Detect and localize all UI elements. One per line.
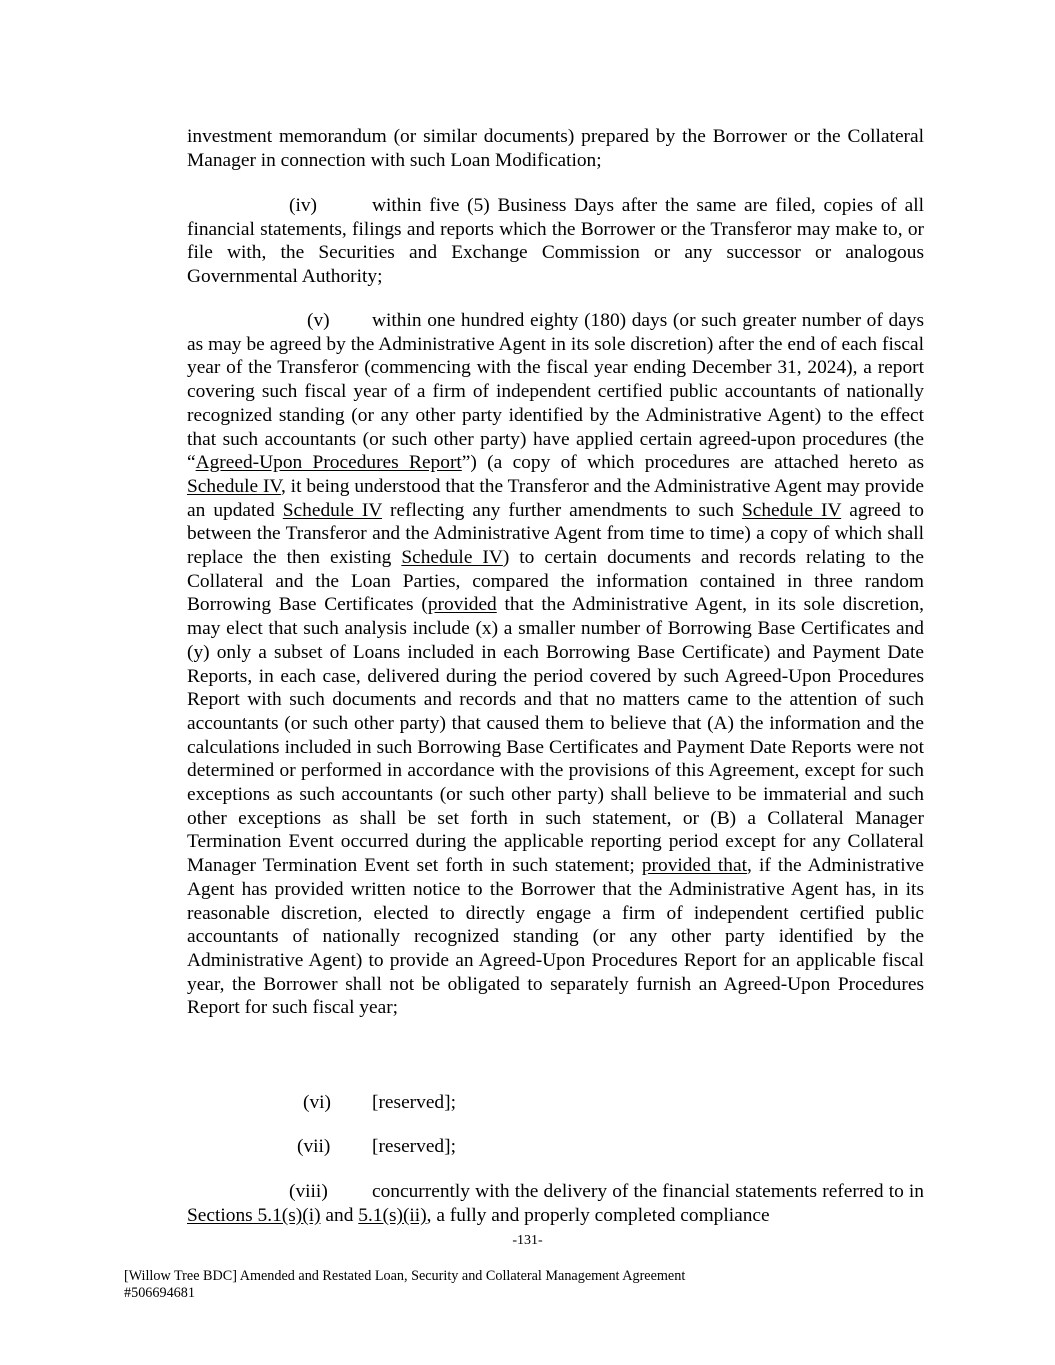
clause-number-vii: (vii) <box>297 1136 331 1157</box>
section-reference: 5.1(s)(ii) <box>358 1204 427 1226</box>
document-footer <box>124 1268 685 1302</box>
clause-text-viii-part: , a fully and properly completed compliance <box>426 1204 770 1226</box>
section-reference: Sections 5.1(s)(i) <box>187 1204 321 1226</box>
page-number: -131- <box>512 1233 543 1248</box>
clause-number-viii: (viii) <box>289 1181 328 1202</box>
footer-title: [Willow Tree BDC] Amended and Restated Loan, Security and Collateral Management Agreement <box>124 1268 686 1284</box>
clause-text-v-part: reflecting any further amendments to such <box>382 499 742 521</box>
clause-number-v: (v) <box>307 310 330 331</box>
schedule-reference: Schedule IV <box>401 547 503 569</box>
paragraph-v <box>187 309 924 1020</box>
clause-text-v-part: , it being understood that the Transferor and the Administrative Agent may provide an updated <box>187 475 924 521</box>
paragraph-viii <box>187 1180 924 1227</box>
schedule-reference: Schedule IV <box>741 499 842 521</box>
clause-text-viii-part: and <box>320 1204 359 1226</box>
clause-text-v-part: , if the Administrative Agent has provided written notice to the Borrower that the Administrative Agent has, in its reasonable discretion, elected to directly engage a firm of independent certified public accountants of nationally recognized standing (or any other party identified by the Administrative Agent) to provide an Agreed-Upon Procedures Report for an applicable fiscal year, the Borrower shall not be obligated to separately furnish an Agreed-Upon Procedures Report for such fiscal year; <box>187 855 924 1019</box>
clause-text-v-part: ”) (a copy of which procedures are attached hereto as <box>461 452 924 474</box>
paragraph-iv <box>187 194 924 289</box>
clause-text-v-part: that the Administrative Agent, in its sole discretion, may elect that such analysis include (x) a smaller number of Borrowing Base Certificates and (y) only a subset of Loans included in each Borrowing Base Certificate) and Payment Date Reports, in each case, delivered during the period covered by such Agreed-Upon Procedures Report with such documents and records and that no matters came to the attention of such accountants (or such other party) that caused them to believe that (A) the information and the calculations included in such Borrowing Base Certificates and Payment Date Reports were not determined or performed in accordance with the provisions of this Agreement, except for such exceptions as such accountants (or such other party) shall believe to be immaterial and such other exceptions as shall be set forth in such statement, or (B) a Collateral Manager Termination Event occurred during the applicable reporting period except for any Collateral Manager Termination Event set forth in such statement; <box>187 594 924 877</box>
proviso-term: provided <box>427 594 497 616</box>
footer-doc-id: #506694681 <box>124 1285 195 1301</box>
defined-term-link: Agreed-Upon Procedures Report <box>195 452 462 474</box>
proviso-term: provided that <box>641 855 747 877</box>
clause-text-iv: within five (5) Business Days after the same are filed, copies of all financial statements, filings and reports which the Borrower or the Transferor may make to, or file with, the Securities and Exchange Commission or any successor or analogous Governmental Authority; <box>187 195 924 288</box>
clause-text-v-part: within one hundred eighty (180) days (or such greater number of days as may be agreed by the Administrative Agent in its sole discretion) after the end of each fiscal year of the Transferor (commencing with the fiscal year ending December 31, 2024), a report covering such fiscal year of a firm of independent certified public accountants of nationally recognized standing (or any other party identified by the Administrative Agent) to the effect that such accountants (or such other party) have applied certain agreed-upon procedures (the “ <box>187 310 924 474</box>
clause-text-v-part: agreed to between the Transferor and the Administrative Agent from time to time) a copy of which shall replace the then existing <box>187 499 924 569</box>
clause-text-vii: [reserved]; <box>372 1136 456 1157</box>
clause-text-viii-part: concurrently with the delivery of the financial statements referred to in <box>372 1181 924 1202</box>
clause-number-iv: (iv) <box>289 195 317 216</box>
clause-text-v-part: ) to certain documents and records relating to the Collateral and the Loan Parties, compared the information contained in three random Borrowing Base Certificates ( <box>187 547 924 616</box>
paragraph-continuation: investment memorandum (or similar documents) prepared by the Borrower or the Collateral Manager in connection with such Loan Modification; <box>187 126 924 171</box>
clause-number-vi: (vi) <box>303 1092 331 1113</box>
schedule-reference: Schedule IV <box>282 499 382 521</box>
clause-text-vi: [reserved]; <box>372 1092 456 1113</box>
schedule-reference: Schedule IV <box>187 475 281 497</box>
